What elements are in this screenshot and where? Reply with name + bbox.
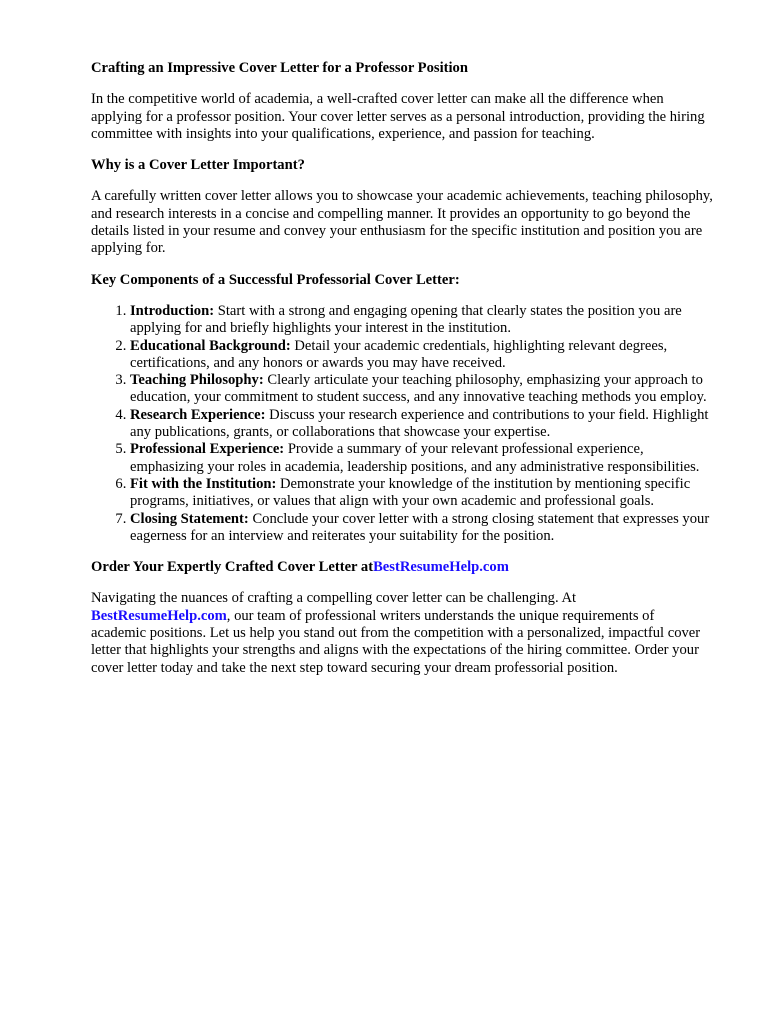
list-item-text: Demonstrate your knowledge of the institution by mentioning specific programs, initiatives, or values that align with your own academic and professional goals.: [130, 475, 691, 510]
list-item-text: Discuss your research experience and contributions to your field. Highlight any publications, grants, or collaborations that showcase your expertise.: [130, 406, 709, 441]
list-item: [130, 407, 713, 442]
order-text-after: , our team of professional writers understands the unique requirements of academic positions. Let us help you stand out from the competition with a personalized, impactful cover letter that highlights your strengths and aligns with the expectations of the hiring committee. Order your cover letter today and take the next step toward securing your dream professorial position.: [91, 607, 701, 676]
components-list: [91, 303, 713, 545]
why-paragraph: A carefully written cover letter allows you to showcase your academic achievements, teaching philosophy, and research interests in a concise and compelling manner. It provides an opportunity to go beyond the details listed in your resume and convey your enthusiasm for the specific institution and position you are applying for.: [91, 188, 713, 257]
list-item: [130, 338, 713, 373]
order-paragraph: [91, 590, 713, 676]
components-heading: Key Components of a Successful Professorial Cover Letter:: [91, 271, 460, 288]
list-item-text: Conclude your cover letter with a strong closing statement that expresses your eagerness for an interview and reiterates your suitability for the position.: [130, 510, 710, 544]
order-paragraph-link[interactable]: BestResumeHelp.com: [91, 607, 227, 624]
order-heading-text: Order Your Expertly Crafted Cover Letter at: [91, 559, 374, 576]
order-heading: [91, 559, 713, 576]
list-item-term: Educational Background:: [130, 337, 291, 354]
document-page: [91, 60, 713, 691]
list-item-term: Teaching Philosophy:: [130, 372, 264, 389]
list-item-term: Introduction:: [130, 302, 215, 319]
intro-paragraph: In the competitive world of academia, a well-crafted cover letter can make all the difference when applying for a professor position. Your cover letter serves as a personal introduction, providing the hiring committee with insights into your qualifications, experience, and passion for teaching.: [91, 91, 705, 142]
list-item: [130, 372, 713, 407]
order-text-before: Navigating the nuances of crafting a compelling cover letter can be challenging. At: [91, 590, 577, 607]
list-item: [130, 303, 713, 338]
list-item-term: Professional Experience:: [130, 441, 285, 458]
order-heading-link[interactable]: BestResumeHelp.com: [373, 559, 509, 576]
list-item-text: Provide a summary of your relevant professional experience, emphasizing your roles in academia, leadership positions, and any administrative responsibilities.: [130, 441, 700, 475]
list-item: [130, 441, 713, 476]
list-item-text: Start with a strong and engaging opening that clearly states the position you are applying for and briefly highlights your interest in the institution.: [130, 302, 682, 337]
list-item-term: Fit with the Institution:: [130, 475, 277, 492]
list-item: [130, 476, 713, 511]
list-item-text: Clearly articulate your teaching philosophy, emphasizing your approach to education, your commitment to student success, and any innovative teaching methods you employ.: [130, 372, 707, 406]
list-item-term: Research Experience:: [130, 406, 266, 423]
document-title: Crafting an Impressive Cover Letter for a Professor Position: [91, 60, 468, 76]
list-item: [130, 511, 713, 546]
list-item-text: Detail your academic credentials, highlighting relevant degrees, certifications, and any honors or awards you may have received.: [130, 337, 668, 371]
list-item-term: Closing Statement:: [130, 510, 249, 527]
why-heading: Why is a Cover Letter Important?: [91, 157, 305, 174]
